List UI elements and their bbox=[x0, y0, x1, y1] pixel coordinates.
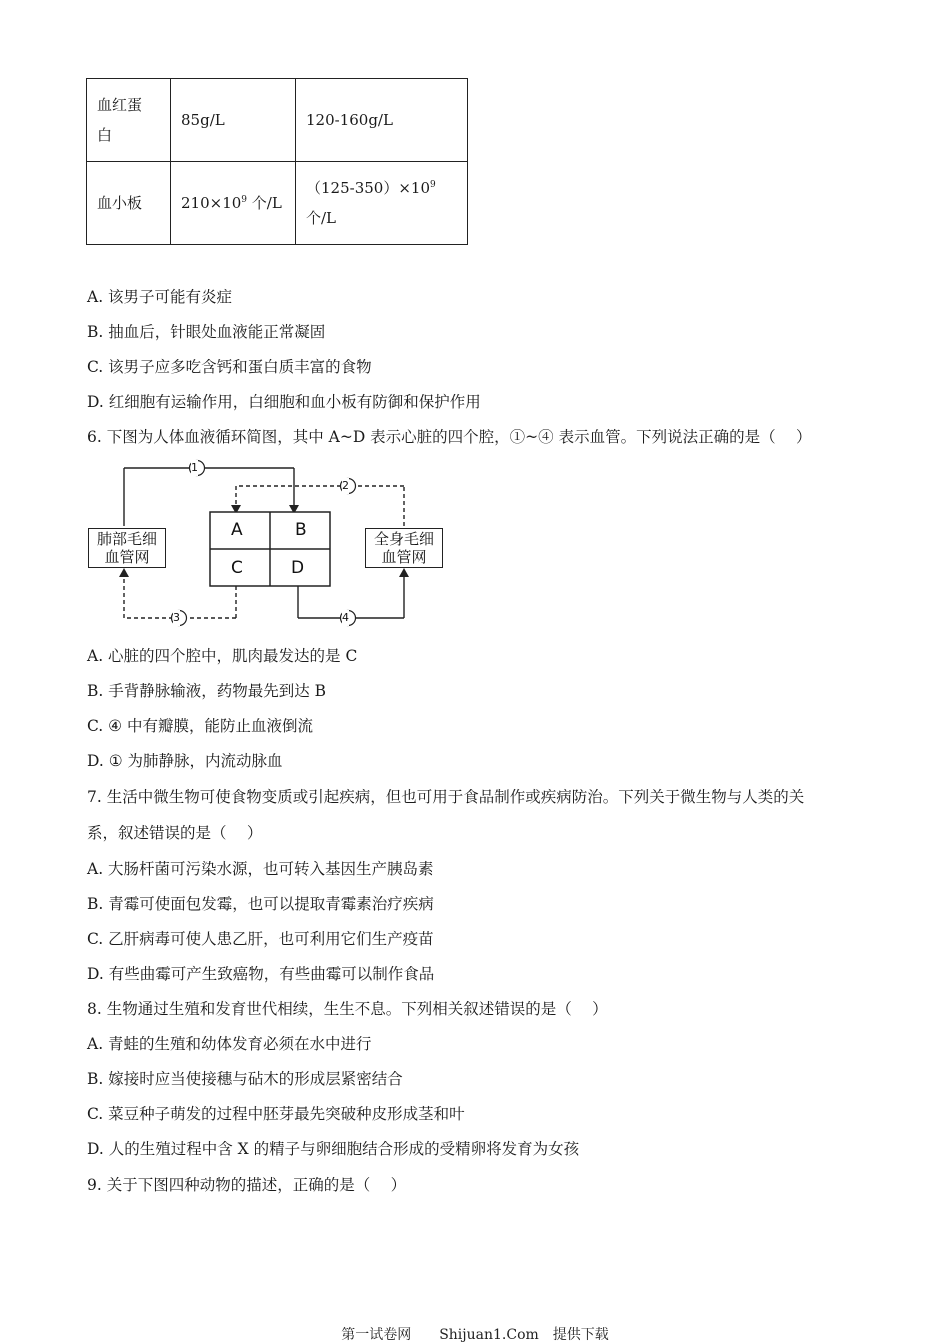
q8-option-a: A. 青蛙的生殖和幼体发育必须在水中进行 bbox=[87, 1035, 372, 1053]
table-cell-reference: $(125-350)\times 10^9$ 个/L bbox=[296, 162, 468, 245]
q8-option-b: B. 嫁接时应当使接穗与砧木的形成层紧密结合 bbox=[87, 1070, 403, 1088]
q8-stem: 8. 生物通过生殖和发育世代相续，生生不息。下列相关叙述错误的是（ ） bbox=[87, 1000, 608, 1018]
q5-option-d: D. 红细胞有运输作用，白细胞和血小板有防御和保护作用 bbox=[87, 393, 481, 411]
q8-option-c: C. 菜豆种子萌发的过程中胚芽最先突破种皮形成茎和叶 bbox=[87, 1105, 465, 1123]
blood-test-table bbox=[86, 78, 468, 245]
q7-option-d: D. 有些曲霉可产生致癌物，有些曲霉可以制作食品 bbox=[87, 965, 435, 983]
q6-option-a: A. 心脏的四个腔中，肌肉最发达的是 C bbox=[87, 647, 358, 665]
q8-option-d: D. 人的生殖过程中含 X 的精子与卵细胞结合形成的受精卵将发育为女孩 bbox=[87, 1140, 580, 1158]
circulation-diagram bbox=[86, 458, 446, 630]
vessel-1-label: 1 bbox=[191, 461, 198, 474]
body-capillary-box: 全身毛细 血管网 bbox=[365, 528, 443, 568]
vessel-2-label: 2 bbox=[342, 479, 349, 492]
page-footer: 第一试卷网 Shijuan1.Com 提供下载 bbox=[341, 1327, 609, 1343]
q7-stem-line2: 系，叙述错误的是（ ） bbox=[87, 824, 263, 842]
q7-option-a: A. 大肠杆菌可污染水源，也可转入基因生产胰岛素 bbox=[87, 860, 434, 878]
q6-option-c: C. ④ 中有瓣膜，能防止血液倒流 bbox=[87, 717, 313, 735]
table-row bbox=[87, 79, 468, 162]
q7-option-c: C. 乙肝病毒可使人患乙肝，也可利用它们生产疫苗 bbox=[87, 930, 434, 948]
q5-option-a: A. 该男子可能有炎症 bbox=[87, 288, 233, 306]
table-cell-reference: 120-160g/L bbox=[296, 79, 468, 162]
table-cell-measured: 85g/L bbox=[171, 79, 296, 162]
chamber-c-label: C bbox=[231, 558, 243, 578]
vessel-3-label: 3 bbox=[173, 611, 180, 624]
chamber-d-label: D bbox=[291, 558, 305, 578]
q6-stem: 6. 下图为人体血液循环简图，其中 A~D 表示心脏的四个腔，①~④ 表示血管。下列说法正确的是（ ） bbox=[87, 428, 812, 446]
lung-capillary-box: 肺部毛细 血管网 bbox=[88, 528, 166, 568]
table-row bbox=[87, 162, 468, 245]
vessel-4-label: 4 bbox=[342, 611, 349, 624]
table-cell-item: 血红蛋 白 bbox=[87, 79, 171, 162]
q5-option-b: B. 抽血后，针眼处血液能正常凝固 bbox=[87, 323, 326, 341]
q9-stem: 9. 关于下图四种动物的描述，正确的是（ ） bbox=[87, 1176, 407, 1194]
q6-option-d: D. ① 为肺静脉，内流动脉血 bbox=[87, 752, 283, 770]
chamber-a-label: A bbox=[231, 520, 243, 540]
q6-option-b: B. 手背静脉输液，药物最先到达 B bbox=[87, 682, 327, 700]
q7-stem-line1: 7. 生活中微生物可使食物变质或引起疾病，但也可用于食品制作或疾病防治。下列关于微生物与人类的关 bbox=[87, 788, 805, 806]
q7-option-b: B. 青霉可使面包发霉，也可以提取青霉素治疗疾病 bbox=[87, 895, 434, 913]
q5-option-c: C. 该男子应多吃含钙和蛋白质丰富的食物 bbox=[87, 358, 372, 376]
chamber-b-label: B bbox=[295, 520, 307, 540]
table-cell-item: 血小板 bbox=[87, 162, 171, 245]
table-cell-measured: $210\times 10^9$ 个/L bbox=[171, 162, 296, 245]
